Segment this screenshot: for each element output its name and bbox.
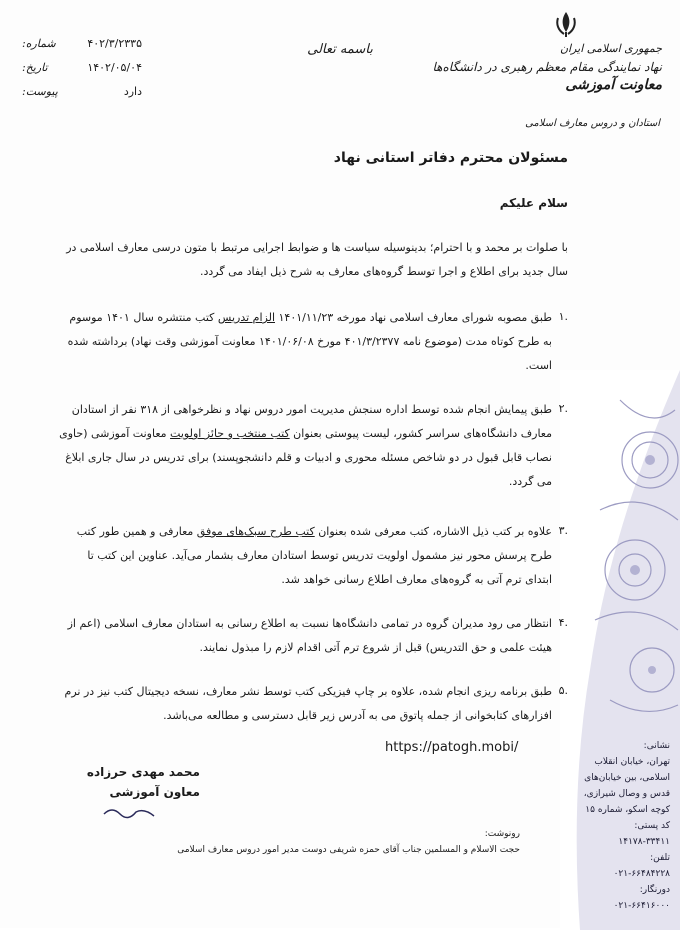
bismillah: باسمه تعالی — [307, 42, 373, 57]
item-text: طبق مصوبه شورای معارف اسلامی نهاد مورخه ۱۴۰۱/۱۱/۲۳ — [275, 311, 552, 324]
letter-meta — [22, 32, 142, 104]
list-item — [57, 398, 552, 494]
item-text: طبق پیمایش انجام شده توسط اداره سنجش مدیریت امور دروس نهاد و نظرخواهی از ۳۱۸ نفر از استادان معارف دانشگاه‌های سراسر کشور، لیست پیوستی بعنوان — [71, 403, 552, 440]
list-item — [57, 306, 552, 378]
item-emphasis: کتب منتخب و حائز اولویت — [170, 427, 290, 440]
signer-title: معاون آموزشی — [109, 785, 200, 799]
list-item — [57, 612, 552, 660]
number-label: شماره: — [22, 37, 56, 50]
postal-label: کد پستی: — [634, 821, 670, 831]
greeting: سلام علیکم — [499, 196, 568, 210]
fax-label: دورنگار: — [639, 885, 670, 895]
item-text: معاونت آموزشی (حاوی نصاب قابل قبول در دو شاخص مسئله محوری و ادبیات و قلم دانشجوپسند) برای تدریس در سال جاری ابلاغ می گردد. — [59, 427, 552, 488]
item-text: معارفی و همین طور کتب طرح پرسش محور نیز مشمول اولویت تدریس توسط استادان معارف بشمار می‌آید. عناوین این کتب تا ابتدای ترم آتی به گروه‌های معارف اطلاع رسانی خواهد شد. — [76, 525, 552, 586]
item-text: طبق برنامه ریزی انجام شده، علاوه بر چاپ فیزیکی کتب توسط نشر معارف، نسخه دیجیتال کتب نیز در نرم افزارهای کتابخوانی از جمله پاتوق می به آدرس زیر قابل دسترسی و مطالعه می‌باشد. — [64, 685, 552, 722]
item-number: ۱. — [558, 310, 568, 323]
organization-header — [422, 40, 662, 94]
fax-number: ۰۲۱-۶۶۴۱۶۰۰۰ — [613, 901, 670, 911]
list-item — [57, 680, 552, 728]
org-country: جمهوری اسلامی ایران — [559, 42, 662, 55]
signer-name: محمد مهدی حرزاده — [86, 765, 200, 779]
item-text: انتظار می رود مدیران گروه در تمامی دانشگاه‌ها نسبت به اطلاع رسانی به استادان معارف اسلامی (اعم از هیئت علمی و حق التدریس) قبل از شروع ترم آتی اقدام لازم را مبذول نمایند. — [67, 617, 552, 654]
phone-number: ۰۲۱-۶۶۴۸۴۲۲۸ — [613, 869, 670, 879]
letter-number: ۴۰۲/۳/۲۳۳۵ — [87, 37, 142, 50]
attachment-label: پیوست: — [22, 85, 58, 98]
list-item — [57, 520, 552, 592]
item-text: کتب منتشره سال ۱۴۰۱ موسوم به طرح کوتاه مدت (موضوع نامه ۴۰۱/۳/۲۳۷۷ مورخ ۱۴۰۱/۰۶/۰۸ معاونت آموزشی وقت نهاد) برداشته شده است. — [67, 311, 552, 372]
app-url-link[interactable]: https://patogh.mobi/ — [385, 740, 519, 755]
postal-code: ۱۴۱۷۸-۳۳۴۱۱ — [618, 837, 670, 847]
item-number: ۵. — [558, 684, 568, 697]
signature-block — [60, 762, 200, 802]
carbon-copy — [160, 826, 520, 858]
item-number: ۲. — [558, 402, 568, 415]
date-label: تاریخ: — [22, 61, 48, 74]
cc-recipient: حجت الاسلام و المسلمین جناب آقای حمزه شریفی دوست مدیر امور دروس معارف اسلامی — [177, 845, 520, 855]
addressee: مسئولان محترم دفاتر استانی نهاد — [333, 150, 568, 166]
intro-paragraph: با صلوات بر محمد و با احترام؛ بدینوسیله سیاست ها و ضوابط اجرایی مرتبط با متون درسی معارف اسلامی در سال جدید برای اطلاع و اجرا توسط گروه‌های معارف به شرح ذیل ایفاد می گردد. — [66, 241, 568, 278]
cc-label: رونوشت: — [484, 829, 520, 839]
org-department: معاونت آموزشی — [565, 77, 662, 93]
handwritten-signature — [100, 804, 160, 820]
item-number: ۳. — [558, 524, 568, 537]
org-name: نهاد نمایندگی مقام معظم رهبری در دانشگاه‌ها — [432, 60, 662, 74]
item-number: ۴. — [558, 616, 568, 629]
address-block — [574, 738, 670, 914]
address-label: نشانی: — [643, 741, 670, 751]
header-slogan: استادان و دروس معارف اسلامی — [525, 118, 660, 129]
item-emphasis: کتب طرح سبک‌های موفق — [196, 525, 315, 538]
iran-emblem-icon — [552, 10, 580, 38]
item-text: علاوه بر کتب ذیل الاشاره، کتب معرفی شده بعنوان — [314, 525, 552, 538]
item-emphasis: الزام تدریس — [217, 311, 275, 324]
phone-label: تلفن: — [650, 853, 670, 863]
address-text: تهران، خیابان انقلاب اسلامی، بین خیابان‌های قدس و وصال شیرازی، کوچه اسکو، شماره ۱۵ — [583, 757, 670, 815]
attachment-value: دارد — [123, 85, 142, 98]
letter-date: ۱۴۰۲/۰۵/۰۴ — [87, 61, 142, 74]
